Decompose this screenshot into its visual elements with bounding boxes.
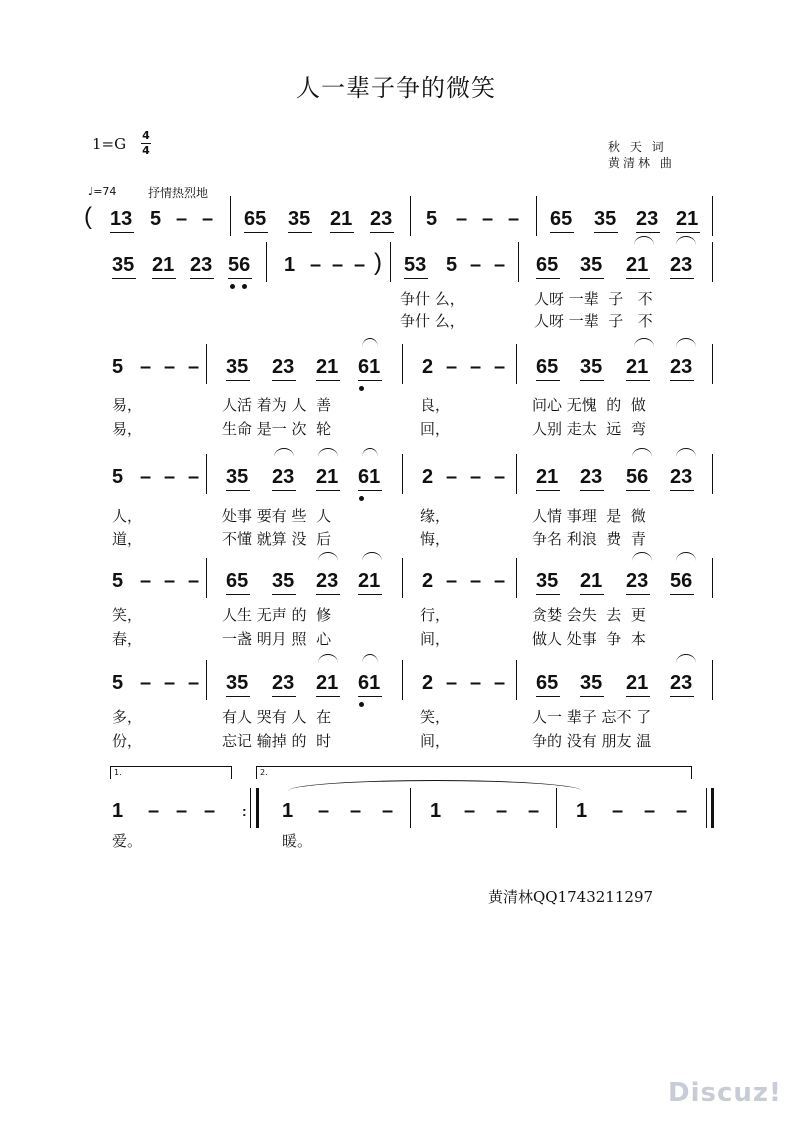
note: 1 [576,800,588,822]
note: 5 [112,356,124,378]
note: 21 [316,356,339,378]
note: 23 [670,356,693,378]
note: 21 [316,672,339,694]
note: – [188,356,200,378]
lyric: 有人 哭有 人 在 [222,708,332,726]
note: – [188,570,200,592]
note: 65 [536,356,559,378]
note: – [494,356,506,378]
lyric: 争名 利浪 费 青 [532,530,646,548]
staff-row-5 [0,564,792,598]
lyric: 间， [420,630,451,648]
note: 21 [316,466,339,488]
note: – [470,466,482,488]
note: 23 [190,254,213,276]
note: – [310,254,322,276]
lyric: 人情 事理 是 微 [532,507,646,525]
lyric: 悔， [420,530,451,548]
note: – [188,672,200,694]
note: 61 [358,466,381,488]
lyric: 笑， [420,708,451,726]
note: – [494,254,506,276]
note: – [332,254,344,276]
watermark: Discuz! [668,1078,782,1108]
note: 5 [112,570,124,592]
lyric: 良， [420,396,451,414]
lyric: 道， [112,530,143,548]
note: – [676,800,688,822]
note: 35 [112,254,135,276]
note: – [354,254,366,276]
note: 5 [112,466,124,488]
note: 21 [626,356,649,378]
note: 21 [330,208,353,230]
open-paren: ( [84,203,92,230]
lyric: 争的 没有 朋友 温 [532,732,652,750]
lyric: 一盏 明月 照 心 [222,630,332,648]
note: – [470,570,482,592]
note: 1 [430,800,442,822]
note: 23 [670,254,693,276]
staff-row-3 [0,350,792,384]
lyric: 易， [112,396,143,414]
key-signature: 1=G [92,135,127,153]
note: – [508,208,520,230]
meter-bottom: 4 [142,144,150,157]
lyric-line: 人呀 一辈 子 不 [534,312,653,330]
note: 23 [580,466,603,488]
note: – [164,466,176,488]
lyric: 人一 辈子 忘不 了 [532,708,652,726]
lyric: 不懂 就算 没 后 [222,530,332,548]
note: – [494,466,506,488]
song-title: 人一辈子争的微笑 [296,74,496,102]
repeat-dots: : [242,803,247,819]
lyric: 做人 处事 争 本 [532,630,646,648]
note: – [644,800,656,822]
note: 21 [676,208,699,230]
lyricist-credit: 秋 天 词 [608,140,667,154]
note: – [202,208,214,230]
note: – [470,254,482,276]
volta-1 [110,766,232,779]
note: 21 [626,254,649,276]
note: – [140,466,152,488]
lyric: 人别 走太 远 弯 [532,420,646,438]
lyric: 生命 是一 次 轮 [222,420,332,438]
note: – [494,570,506,592]
note: 56 [626,466,649,488]
lyric: 缘， [420,507,451,525]
lyric: 暖。 [282,832,313,850]
staff-row-1 [0,202,792,236]
volta-2-label: 2. [260,768,268,777]
note: – [204,800,216,822]
note: 35 [594,208,617,230]
note: 23 [636,208,659,230]
note: – [446,570,458,592]
note: 35 [536,570,559,592]
note: – [528,800,540,822]
note: 1 [112,800,124,822]
note: – [164,356,176,378]
note: 23 [670,466,693,488]
lyric-line: 争什 么， [400,290,465,308]
note: 13 [110,208,133,230]
note: 21 [358,570,381,592]
note: 2 [422,466,434,488]
note: 21 [536,466,559,488]
note: 2 [422,356,434,378]
note: – [494,672,506,694]
note: 61 [358,672,381,694]
lyric-line: 人呀 一辈 子 不 [534,290,653,308]
note: 23 [626,570,649,592]
note: 61 [358,356,381,378]
lyric: 忘记 输掉 的 时 [222,732,332,750]
lyric: 回， [420,420,451,438]
note: 5 [150,208,162,230]
note: 65 [550,208,573,230]
note: – [446,672,458,694]
note: 23 [316,570,339,592]
note: 23 [272,356,295,378]
note: 56 [228,254,251,276]
note: 35 [580,254,603,276]
note: – [456,208,468,230]
note: – [164,570,176,592]
note: 35 [288,208,311,230]
note: 35 [272,570,295,592]
note: – [496,800,508,822]
note: – [148,800,160,822]
staff-row-7 [0,794,792,828]
note: – [446,466,458,488]
note: – [188,466,200,488]
note: 21 [580,570,603,592]
volta-1-label: 1. [114,768,122,777]
lyric: 问心 无愧 的 做 [532,396,646,414]
meter-top: 4 [142,129,150,142]
note: 1 [284,254,296,276]
note: 2 [422,570,434,592]
note: – [464,800,476,822]
staff-row-6 [0,666,792,700]
note: – [470,672,482,694]
time-signature [140,130,152,157]
close-paren: ) [374,249,382,276]
note: – [470,356,482,378]
lyric: 人， [112,507,143,525]
note: 5 [426,208,438,230]
lyric: 易， [112,420,143,438]
lyric: 间， [420,732,451,750]
note: – [140,570,152,592]
note: – [318,800,330,822]
lyric: 行， [420,606,451,624]
note: 1 [282,800,294,822]
lyric: 春， [112,630,143,648]
note: 35 [226,356,249,378]
expression-mark: 抒情热烈地 [148,186,209,200]
note: – [140,356,152,378]
note: 65 [226,570,249,592]
composer-credit: 黄清林 曲 [608,156,675,170]
note: 65 [536,254,559,276]
note: 35 [226,672,249,694]
lyric: 爱。 [112,832,143,850]
note: 65 [244,208,267,230]
note: 21 [626,672,649,694]
note: 23 [272,672,295,694]
note: – [382,800,394,822]
note: 23 [272,466,295,488]
note: 65 [536,672,559,694]
lyric: 笑， [112,606,143,624]
lyric: 多， [112,708,143,726]
note: 23 [670,672,693,694]
tempo-mark: ♩=74 [88,185,117,198]
staff-row-4 [0,460,792,494]
note: – [612,800,624,822]
lyric: 份， [112,732,143,750]
note: – [140,672,152,694]
lyric: 人活 着为 人 善 [222,396,332,414]
note: – [176,800,188,822]
note: 5 [446,254,458,276]
note: 35 [580,356,603,378]
lyric: 处事 要有 些 人 [222,507,332,525]
note: – [482,208,494,230]
lyric: 贪婪 会失 去 更 [532,606,646,624]
note: 35 [580,672,603,694]
note: – [446,356,458,378]
volta-2 [256,766,692,779]
note: – [176,208,188,230]
note: 53 [404,254,427,276]
note: 5 [112,672,124,694]
arranger-signature: 黄清林QQ1743211297 [488,888,654,906]
note: – [350,800,362,822]
note: 2 [422,672,434,694]
lyric: 人生 无声 的 修 [222,606,332,624]
note: 35 [226,466,249,488]
note: 21 [152,254,175,276]
note: – [164,672,176,694]
note: 23 [370,208,393,230]
lyric-line: 争什 么， [400,312,465,330]
staff-row-2 [0,248,792,282]
note: 56 [670,570,693,592]
